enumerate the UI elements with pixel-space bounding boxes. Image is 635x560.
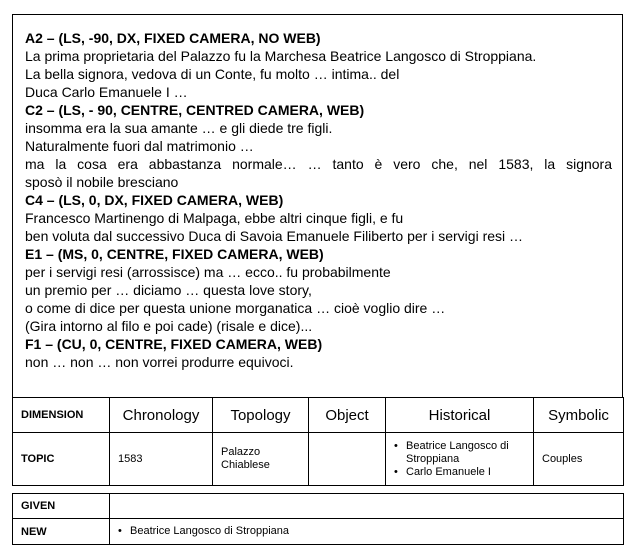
historical-list	[394, 440, 525, 479]
given-label: GIVEN	[13, 494, 110, 519]
header-object: Object	[309, 398, 386, 433]
shot-heading: C2 – (LS, - 90, CENTRE, CENTRED CAMERA, WEB)	[25, 102, 365, 118]
script-line: Francesco Martinengo di Malpaga, ebbe altri cinque figli, e fu	[25, 210, 404, 226]
dimension-row	[13, 398, 624, 433]
topic-label: TOPIC	[13, 433, 110, 486]
topic-row	[13, 433, 624, 486]
topic-object	[309, 433, 386, 486]
list-item: • Beatrice Langosco di Stroppiana	[394, 440, 525, 466]
given-row	[13, 494, 624, 519]
list-item: • Carlo Emanuele I	[394, 466, 525, 479]
topic-symbolic: Couples	[534, 433, 624, 486]
script-text-box	[12, 14, 623, 398]
script-line: o come di dice per questa unione morganatica … cioè voglio dire …	[25, 300, 446, 316]
shot-heading: C4 – (LS, 0, DX, FIXED CAMERA, WEB)	[25, 192, 284, 208]
topic-chronology: 1583	[110, 433, 213, 486]
list-item: • Beatrice Langosco di Stroppiana	[118, 525, 615, 538]
header-chronology: Chronology	[110, 398, 213, 433]
script-line: Naturalmente fuori dal matrimonio …	[25, 138, 254, 154]
script-line: ben voluta dal successivo Duca di Savoia Emanuele Filiberto per i servigi resi …	[25, 228, 524, 244]
given-new-table	[12, 493, 624, 545]
dimension-table	[12, 397, 624, 486]
header-historical: Historical	[386, 398, 534, 433]
script-line: insomma era la sua amante … e gli diede tre figli.	[25, 120, 333, 136]
header-topology: Topology	[213, 398, 309, 433]
script-line: non … non … non vorrei produrre equivoci.	[25, 354, 294, 370]
given-value	[110, 494, 624, 519]
new-label: NEW	[13, 519, 110, 545]
shot-heading: F1 – (CU, 0, CENTRE, FIXED CAMERA, WEB)	[25, 336, 323, 352]
new-row	[13, 519, 624, 545]
new-value	[110, 519, 624, 545]
new-list	[118, 525, 615, 538]
topic-historical	[386, 433, 534, 486]
dimension-label: DIMENSION	[13, 398, 110, 433]
shot-heading: E1 – (MS, 0, CENTRE, FIXED CAMERA, WEB)	[25, 246, 324, 262]
script-line: per i servigi resi (arrossisce) ma … ecco.. fu probabilmente	[25, 264, 391, 280]
script-line: sposò il nobile bresciano	[25, 174, 179, 190]
shot-heading: A2 – (LS, -90, DX, FIXED CAMERA, NO WEB)	[25, 30, 321, 46]
topic-topology: Palazzo Chiablese	[213, 433, 309, 486]
script-line: Duca Carlo Emanuele I …	[25, 84, 188, 100]
script-line: La bella signora, vedova di un Conte, fu molto … intima.. del	[25, 66, 400, 82]
script-line: un premio per … diciamo … questa love story,	[25, 282, 312, 298]
script-line: ma la cosa era abbastanza normale… … tanto è vero che, nel 1583, la signora	[25, 156, 612, 172]
header-symbolic: Symbolic	[534, 398, 624, 433]
script-line: (Gira intorno al filo e poi cade) (risale e dice)...	[25, 318, 313, 334]
script-line: La prima proprietaria del Palazzo fu la Marchesa Beatrice Langosco di Stroppiana.	[25, 48, 537, 64]
